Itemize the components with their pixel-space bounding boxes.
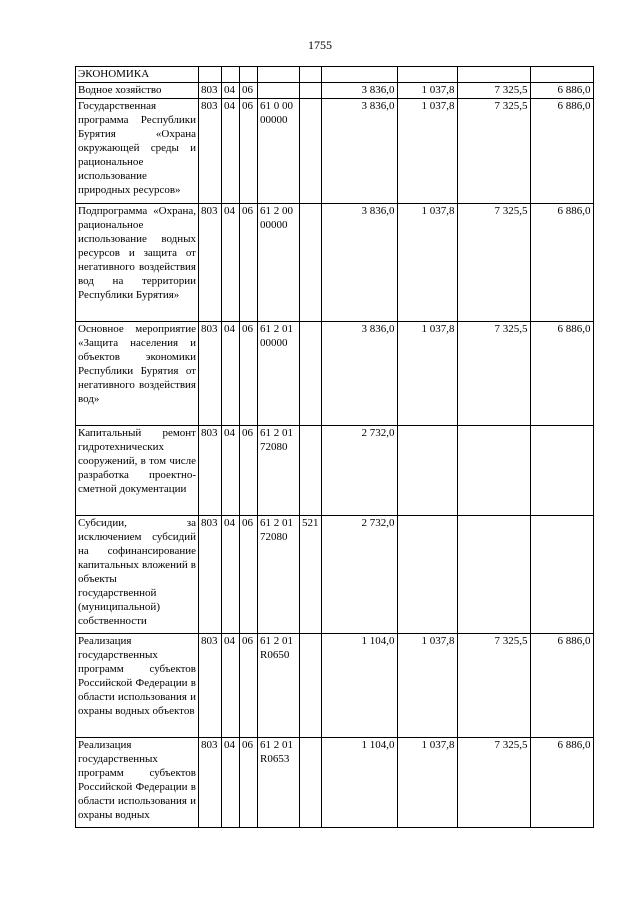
cell-csr: 61 2 00 00000 — [258, 204, 300, 322]
table-row — [76, 83, 594, 99]
row-name: Подпрограмма «Охрана, рациональное использование водных ресурсов и защита от негативного воздействия вод на территории Республики Бурятия» — [76, 204, 199, 322]
table-row — [76, 516, 594, 634]
cell-gr: 803 — [199, 322, 222, 426]
row-name: Водное хозяйство — [76, 83, 199, 99]
cell-value-3: 7 325,5 — [457, 99, 530, 204]
cell-value-2 — [397, 516, 457, 634]
cell-value-3 — [457, 67, 530, 83]
cell-value-4: 6 886,0 — [530, 83, 593, 99]
cell-rz: 04 — [222, 634, 240, 738]
cell-value-2: 1 037,8 — [397, 738, 457, 828]
cell-value-1: 1 104,0 — [321, 738, 397, 828]
cell-value-3: 7 325,5 — [457, 322, 530, 426]
cell-value-4: 6 886,0 — [530, 634, 593, 738]
table-row — [76, 99, 594, 204]
cell-value-4: 6 886,0 — [530, 99, 593, 204]
table-row — [76, 426, 594, 516]
cell-value-3: 7 325,5 — [457, 634, 530, 738]
cell-rz: 04 — [222, 738, 240, 828]
row-name: Реализация государственных программ субъектов Российской Федерации в области использования и охраны водных — [76, 738, 199, 828]
cell-csr — [258, 67, 300, 83]
cell-value-2 — [397, 67, 457, 83]
cell-vr: 521 — [300, 516, 322, 634]
cell-value-1: 3 836,0 — [321, 204, 397, 322]
cell-value-4: 6 886,0 — [530, 204, 593, 322]
cell-value-4: 6 886,0 — [530, 322, 593, 426]
cell-csr: 61 0 00 00000 — [258, 99, 300, 204]
cell-pr: 06 — [240, 322, 258, 426]
cell-value-1: 3 836,0 — [321, 322, 397, 426]
cell-csr: 61 2 01 72080 — [258, 516, 300, 634]
cell-vr — [300, 99, 322, 204]
cell-gr — [199, 67, 222, 83]
row-name: Реализация государственных программ субъектов Российской Федерации в области использования и охраны водных объектов — [76, 634, 199, 738]
cell-value-4 — [530, 516, 593, 634]
table-row — [76, 634, 594, 738]
cell-csr: 61 2 01 00000 — [258, 322, 300, 426]
cell-value-4 — [530, 426, 593, 516]
cell-gr: 803 — [199, 83, 222, 99]
cell-value-3: 7 325,5 — [457, 738, 530, 828]
cell-value-1 — [321, 67, 397, 83]
cell-gr: 803 — [199, 99, 222, 204]
cell-rz: 04 — [222, 516, 240, 634]
cell-value-1: 1 104,0 — [321, 634, 397, 738]
table-row — [76, 67, 594, 83]
cell-value-1: 3 836,0 — [321, 83, 397, 99]
cell-value-1: 2 732,0 — [321, 516, 397, 634]
cell-csr: 61 2 01 R0650 — [258, 634, 300, 738]
cell-value-2: 1 037,8 — [397, 99, 457, 204]
cell-value-2: 1 037,8 — [397, 204, 457, 322]
cell-value-2: 1 037,8 — [397, 634, 457, 738]
cell-csr: 61 2 01 R0653 — [258, 738, 300, 828]
cell-pr: 06 — [240, 83, 258, 99]
row-name: Субсидии, за исключением субсидий на софинансирование капитальных вложений в объекты государственной (муниципальной) собственности — [76, 516, 199, 634]
cell-gr: 803 — [199, 738, 222, 828]
cell-value-2: 1 037,8 — [397, 322, 457, 426]
cell-value-3: 7 325,5 — [457, 204, 530, 322]
row-name: Государственная программа Республики Бурятия «Охрана окружающей среды и рациональное использование природных ресурсов» — [76, 99, 199, 204]
cell-vr — [300, 738, 322, 828]
cell-rz: 04 — [222, 204, 240, 322]
cell-vr — [300, 67, 322, 83]
cell-value-3 — [457, 426, 530, 516]
cell-csr: 61 2 01 72080 — [258, 426, 300, 516]
cell-value-2 — [397, 426, 457, 516]
cell-vr — [300, 634, 322, 738]
cell-value-3: 7 325,5 — [457, 83, 530, 99]
cell-value-1: 2 732,0 — [321, 426, 397, 516]
cell-value-4 — [530, 67, 593, 83]
cell-pr: 06 — [240, 99, 258, 204]
cell-value-1: 3 836,0 — [321, 99, 397, 204]
cell-pr: 06 — [240, 634, 258, 738]
cell-vr — [300, 322, 322, 426]
page-number: 1755 — [308, 38, 332, 52]
cell-vr — [300, 204, 322, 322]
cell-gr: 803 — [199, 426, 222, 516]
table-row — [76, 322, 594, 426]
cell-rz: 04 — [222, 83, 240, 99]
cell-value-2: 1 037,8 — [397, 83, 457, 99]
cell-rz — [222, 67, 240, 83]
budget-table — [75, 66, 594, 828]
row-name: Основное мероприятие «Защита населения и объектов экономики Республики Бурятия от негативного воздействия вод» — [76, 322, 199, 426]
cell-pr: 06 — [240, 516, 258, 634]
table-row — [76, 204, 594, 322]
cell-gr: 803 — [199, 634, 222, 738]
cell-rz: 04 — [222, 99, 240, 204]
cell-rz: 04 — [222, 426, 240, 516]
cell-pr — [240, 67, 258, 83]
cell-pr: 06 — [240, 738, 258, 828]
cell-vr — [300, 83, 322, 99]
cell-gr: 803 — [199, 516, 222, 634]
cell-gr: 803 — [199, 204, 222, 322]
cell-value-4: 6 886,0 — [530, 738, 593, 828]
cell-pr: 06 — [240, 204, 258, 322]
cell-csr — [258, 83, 300, 99]
cell-rz: 04 — [222, 322, 240, 426]
row-name: Капитальный ремонт гидротехнических сооружений, в том числе разработка проектно-сметной документации — [76, 426, 199, 516]
cell-value-3 — [457, 516, 530, 634]
table-row — [76, 738, 594, 828]
cell-pr: 06 — [240, 426, 258, 516]
cell-vr — [300, 426, 322, 516]
row-name: ЭКОНОМИКА — [76, 67, 199, 83]
